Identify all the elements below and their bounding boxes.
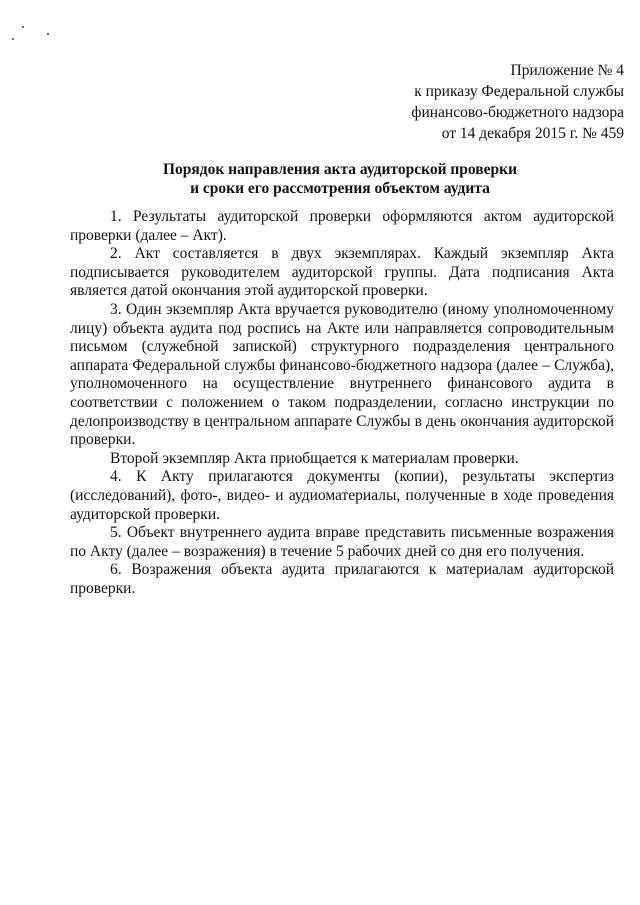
paragraph-2: 2. Акт составляется в двух экземплярах. Каждый экземпляр Акта подписывается руководителем аудиторской группы. Дата подписания Акта является датой окончания этой аудиторской проверки. <box>70 245 614 300</box>
title-line-1: Порядок направления акта аудиторской проверки <box>162 161 518 178</box>
appendix-date: от 14 декабря 2015 г. № 459 <box>441 125 624 142</box>
paragraph-3: 3. Один экземпляр Акта вручается руководителю (иному уполномоченному лицу) объекта аудита под роспись на Акте или направляется сопроводительным письмом (служебной запиской) структурного подразделения центрального аппарата Федеральной службы финансово-бюджетного надзора (далее – Служба), уполномоченного на осуществление внутреннего финансового аудита в соответствии с положением о таком подразделении, согласно инструкции по делопроизводству в центральном аппарате Службы в день окончания аудиторской проверки. <box>70 300 614 449</box>
paragraph-3-continued: Второй экземпляр Акта приобщается к материалам проверки. <box>110 449 519 467</box>
appendix-agency: финансово-бюджетного надзора <box>411 104 624 121</box>
appendix-number: Приложение № 4 <box>510 62 624 79</box>
scan-speck <box>22 26 24 28</box>
appendix-header <box>264 60 624 144</box>
title-line-2: и сроки его рассмотрения объектом аудита <box>190 180 490 197</box>
document-title <box>60 160 620 198</box>
paragraph-6: 6. Возражения объекта аудита прилагаются к материалам аудиторской проверки. <box>70 561 614 597</box>
paragraph-1: 1. Результаты аудиторской проверки оформляются актом аудиторской проверки (далее – Акт). <box>70 208 614 244</box>
paragraph-5: 5. Объект внутреннего аудита вправе представить письменные возражения по Акту (далее – возражения) в течение 5 рабочих дней со дня его получения. <box>70 524 614 560</box>
appendix-order-ref: к приказу Федеральной службы <box>414 83 624 100</box>
paragraph-4: 4. К Акту прилагаются документы (копии), результаты экспертиз (исследований), фото-, видео- и аудиоматериалы, полученные в ходе проведения аудиторской проверки. <box>70 468 614 523</box>
scan-speck <box>47 33 49 35</box>
document-body <box>70 208 614 598</box>
scan-speck <box>12 38 14 40</box>
